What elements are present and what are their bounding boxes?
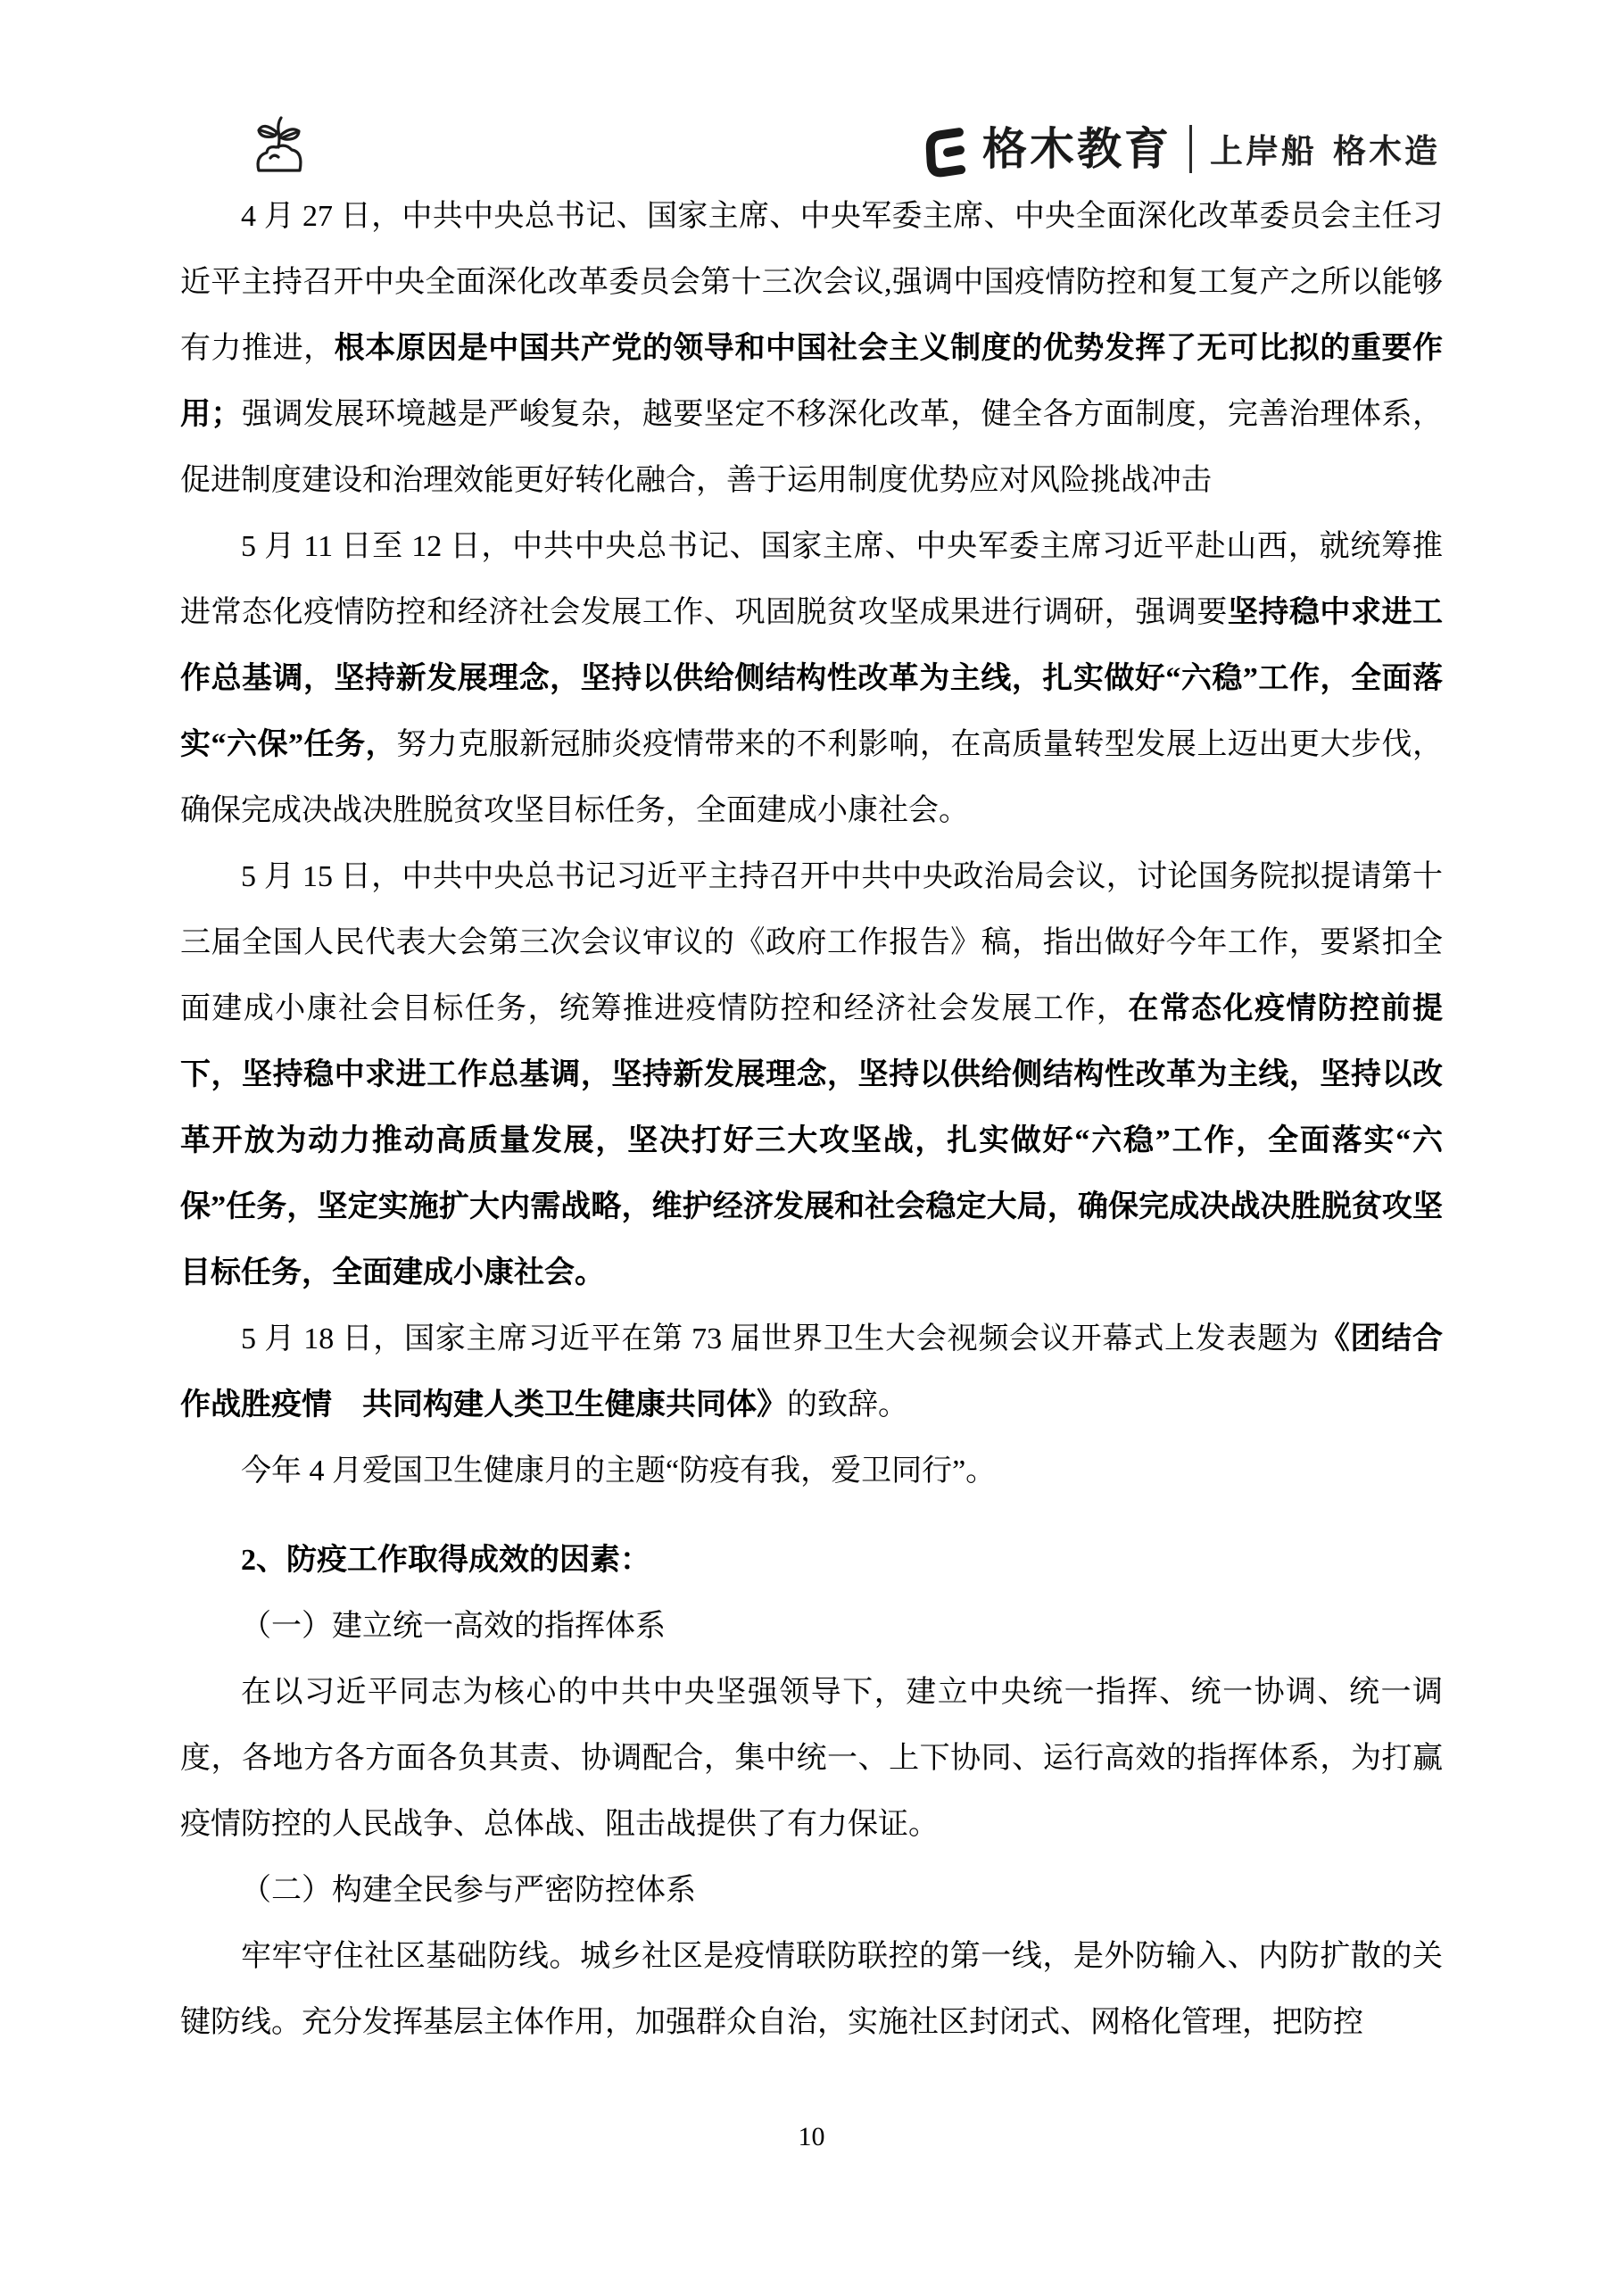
- page-number: 10: [798, 2122, 825, 2151]
- paragraph-may-18: [180, 1306, 1443, 1438]
- paragraph-may-18-text: 5 月 18 日，国家主席习近平在第 73 届世界卫生大会视频会议开幕式上发表题为: [241, 1322, 1320, 1355]
- paragraph-may-15-bold: 在常态化疫情防控前提下，坚持稳中求进工作总基调，坚持新发展理念，坚持以供给侧结构性改革为主线，坚持以改革开放为动力推动高质量发展，坚决打好三大攻坚战，扎实做好“六稳”工作，全面落实“六保”任务，坚定实施扩大内需战略，维护经济发展和社会稳定大局，确保完成决战决胜脱贫攻坚目标任务，全面建成小康社会。: [180, 992, 1444, 1289]
- paragraph-health-month: [180, 1438, 1443, 1504]
- sprout-icon: [253, 112, 306, 175]
- section-heading-2: 2、防疫工作取得成效的因素：: [241, 1544, 650, 1577]
- paragraph-may-11-12: [180, 514, 1443, 844]
- brand-logo: [920, 118, 1440, 180]
- paragraph-may-11-12-text: 5 月 11 日至 12 日，中共中央总书记、国家主席、中央军委主席习近平赴山西，就统筹推进常态化疫情防控和经济社会发展工作、巩固脱贫攻坚成果进行调研，强调要: [180, 530, 1443, 629]
- paragraph-apr-27-bold: 根本原因是中国共产党的领导和中国社会主义制度的优势发挥了无可比拟的重要作用；: [180, 332, 1443, 431]
- paragraph-may-18-bold: 《团结合作战胜疫情 共同构建人类卫生健康共同体》: [180, 1322, 1444, 1422]
- tagline-part-1: 上岸船: [1210, 132, 1317, 170]
- gemu-logo-mark-icon: [918, 123, 971, 179]
- paragraph-may-15-text: 5 月 15 日，中共中央总书记习近平主持召开中共中央政治局会议，讨论国务院拟提请第十三届全国人民代表大会第三次会议审议的《政府工作报告》稿，指出做好今年工作，要紧扣全面建成小康社会目标任务，统筹推进疫情防控和经济社会发展工作，: [180, 860, 1443, 1025]
- page-footer: [0, 2122, 1623, 2152]
- paragraph-may-11-12-text-2: 努力克服新冠肺炎疫情带来的不利影响，在高质量转型发展上迈出更大步伐，确保完成决战决胜脱贫攻坚目标任务，全面建成小康社会。: [180, 728, 1444, 827]
- paragraph-community-defense: [180, 1924, 1443, 2056]
- paragraph-community-defense-text: 牢牢守住社区基础防线。城乡社区是疫情联防联控的第一线，是外防输入、内防扩散的关键防线。充分发挥基层主体作用，加强群众自治，实施社区封闭式、网格化管理，把防控: [180, 1940, 1443, 2039]
- paragraph-may-15: [180, 844, 1443, 1306]
- subsection-1-heading: （一）建立统一高效的指挥体系: [241, 1610, 666, 1643]
- paragraph-may-11-12-bold: 坚持稳中求进工作总基调，坚持新发展理念，坚持以供给侧结构性改革为主线，扎实做好“六稳”工作，全面落实“六保”任务，: [180, 596, 1444, 761]
- brand-tagline: [1210, 132, 1440, 170]
- paragraph-apr-27: [180, 184, 1443, 514]
- paragraph-health-month-text: 今年 4 月爱国卫生健康月的主题“防疫有我，爱卫同行”。: [241, 1455, 997, 1488]
- paragraph-apr-27-text-2: 强调发展环境越是严峻复杂，越要坚定不移深化改革，健全各方面制度，完善治理体系，促进制度建设和治理效能更好转化融合，善于运用制度优势应对风险挑战冲击: [180, 398, 1444, 497]
- brand-name: 格木教育: [982, 124, 1172, 174]
- subsection-2-heading: （二）构建全民参与严密防控体系: [241, 1874, 696, 1907]
- paragraph-command-system: [180, 1660, 1443, 1858]
- paragraph-apr-27-text: 4 月 27 日，中共中央总书记、国家主席、中央军委主席、中央全面深化改革委员会主任习近平主持召开中央全面深化改革委员会第十三次会议,强调中国疫情防控和复工复产之所以能够有力推进，: [180, 200, 1443, 365]
- paragraph-command-system-text: 在以习近平同志为核心的中共中央坚强领导下，建立中央统一指挥、统一协调、统一调度，各地方各方面各负其责、协调配合，集中统一、上下协同、运行高效的指挥体系，为打赢疫情防控的人民战争、总体战、阻击战提供了有力保证。: [180, 1676, 1443, 1841]
- paragraph-may-18-text-2: 的致辞。: [787, 1388, 908, 1422]
- document-body: [180, 184, 1443, 2056]
- logo-divider: [1189, 125, 1192, 173]
- tagline-part-2: 格木造: [1333, 132, 1440, 170]
